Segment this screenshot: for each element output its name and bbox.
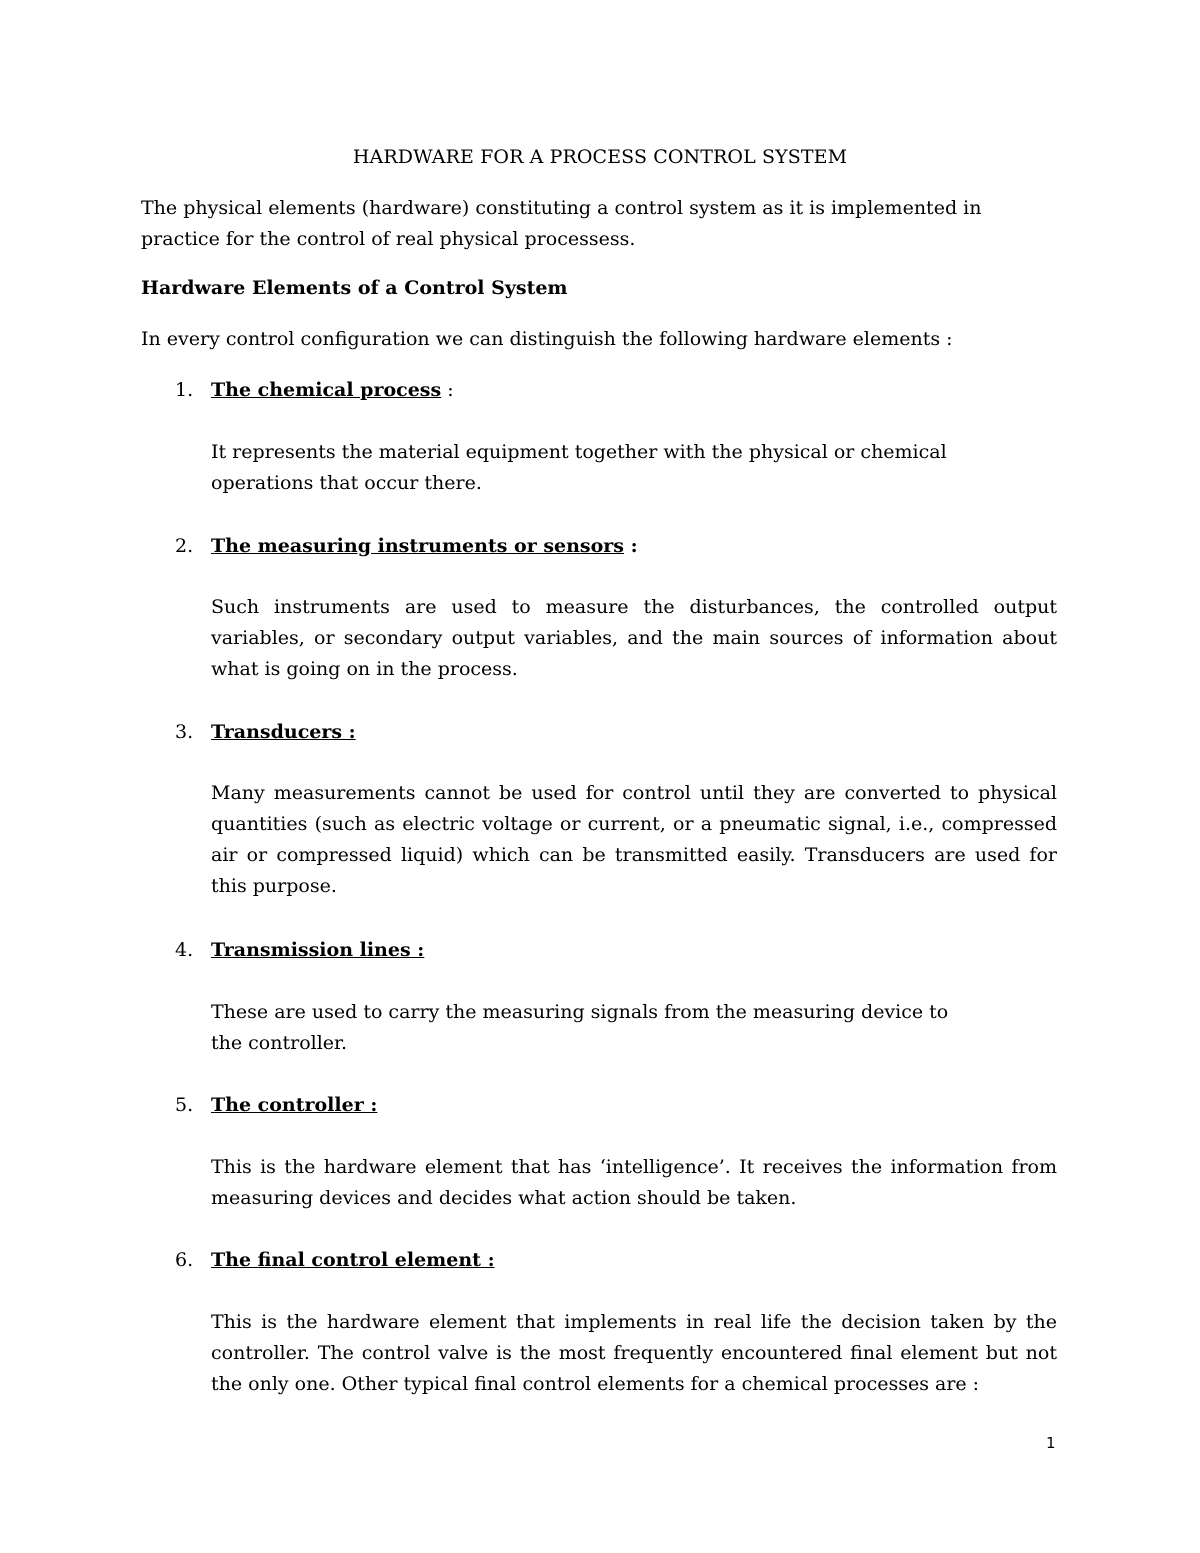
item-number: 6.: [175, 1249, 194, 1271]
item-number: 3.: [175, 721, 194, 743]
item-number: 4.: [175, 939, 194, 961]
item-heading: [211, 717, 1061, 748]
item-title: The controller :: [211, 1094, 378, 1116]
item-body: Such instruments are used to measure the disturbances, the controlled output variables, or secondary output variables, and the main sources of information about what is going on in the process.: [211, 596, 1057, 680]
item-heading: [211, 1245, 1061, 1276]
page-number: 1: [1046, 1434, 1056, 1452]
item-body: These are used to carry the measuring signals from the measuring device to the controller.: [211, 1001, 949, 1054]
intro-paragraph: The physical elements (hardware) constituting a control system as it is implemented in practice for the control of real physical processess.: [141, 197, 982, 250]
item-number: 2.: [175, 535, 194, 557]
item-body: It represents the material equipment together with the physical or chemical operations that occur there.: [211, 441, 947, 494]
item-number: 1.: [175, 379, 194, 401]
section-heading: Hardware Elements of a Control System: [141, 277, 568, 299]
item-title: The measuring instruments or sensors: [211, 535, 625, 557]
document-title: HARDWARE FOR A PROCESS CONTROL SYSTEM: [352, 146, 848, 168]
item-title: The chemical process: [211, 379, 442, 401]
item-title-suffix: :: [624, 535, 638, 557]
item-title: The final control element :: [211, 1249, 495, 1271]
item-title: Transmission lines :: [211, 939, 425, 961]
item-body: Many measurements cannot be used for control until they are converted to physical quantities (such as electric voltage or current, or a pneumatic signal, i.e., compressed air or compressed liquid) which can be transmitted easily. Transducers are used for this purpose.: [211, 782, 1057, 897]
section-intro: In every control configuration we can distinguish the following hardware elements :: [141, 328, 953, 350]
item-body: This is the hardware element that implements in real life the decision taken by the controller. The control valve is the most frequently encountered final element but not the only one. Other typical final control elements for a chemical processes are :: [211, 1311, 1057, 1395]
item-heading: [211, 375, 1061, 406]
item-heading: [211, 531, 1061, 562]
item-heading: [211, 935, 1061, 966]
item-number: 5.: [175, 1094, 194, 1116]
item-heading: [211, 1090, 1061, 1121]
item-body: This is the hardware element that has ‘intelligence’. It receives the information from measuring devices and decides what action should be taken.: [211, 1156, 1057, 1209]
item-title-suffix: :: [441, 379, 454, 401]
item-title: Transducers :: [211, 721, 356, 743]
